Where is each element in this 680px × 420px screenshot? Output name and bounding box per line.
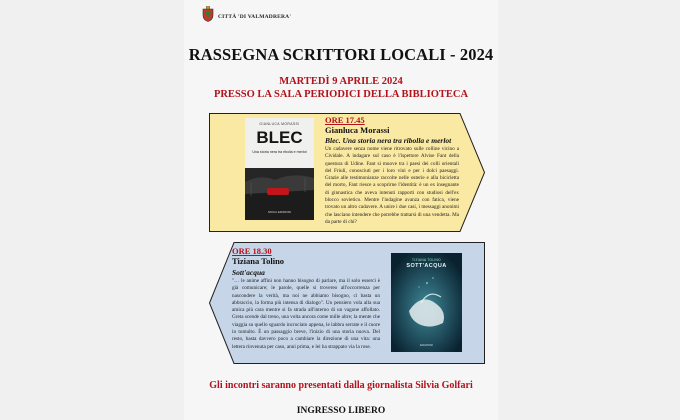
event2-book-title: Sott'acqua xyxy=(232,268,265,277)
event1-cover-subtitle: Una storia nera tra ribolla e merlot xyxy=(252,150,307,154)
event1-book-cover xyxy=(245,118,314,220)
event1-description: Un cadavere senza nome viene ritrovato sulle colline vicino a Cividale. A indagare sul caso è l'ispettore Alvise Fant della questura di Udine. Fant si muove tra i paesi dei colli orientali del Friuli, conosciuti per i loro vini e per i dolci paesaggi. Grazie alle testimonianze raccolte nelle osterie e alla bicicletta del morto, Fant riesce a scoprirne l'identità: è un ex insegnante di ginnastica che aveva intenuti rapporti con studiosi dell'ex blocco sovietico. Mentre l'indagine avanza con fatica, viene trovato un altro cadavere. A unire i due casi, i messaggi anonimi che lasciano intendere che potrebbe trattarsi di una vendetta. Ma da parte di chi? xyxy=(325,146,459,225)
event1-book-title: Blec. Una storia nera tra ribolla e merlot xyxy=(325,136,452,145)
event2-cover-author: TIZIANA TOLINO xyxy=(412,258,441,262)
event1-cover-title: BLEC xyxy=(256,128,303,147)
entry-line: INGRESSO LIBERO xyxy=(296,406,386,416)
right-margin xyxy=(498,0,680,420)
event2-cover-publisher: EDIZIONI xyxy=(419,343,433,347)
event1-time: ORE 17.45 xyxy=(325,115,365,125)
event2-description: "… le anime affini non hanno bisogno di parlare, ma il solo esserci è già comunicare; le parole, quelle si trovereo all'occorrenza per nascondere la verità, ma noi ne abbiamo bisogno, ci basta un abbraccio, la forma più intensa di dialogo". Un pensiero vola alla sua amica più cara mentre si fa strada all'interno di un vagone affollato. Greta scende dal treno, una volta ancora come mille altre; la mente che viaggia su quello sguardo incrociato appena, le labbra serrate e il cuore in tumulto. È un passaggio breve, l'inizio di una storia nuova. Del resto, basta davvero poco a cambiare la direzione di una vita: una lettera rinvenuta per caso, anni prima, e lei ha strappato via la rose. xyxy=(232,278,380,350)
page-title: RASSEGNA SCRITTORI LOCALI - 2024 xyxy=(188,45,494,64)
event2-time: ORE 18.30 xyxy=(232,246,272,256)
event1-cover-car xyxy=(267,188,289,195)
event2-book-cover xyxy=(391,253,462,352)
event1-cover-author: GIANLUCA MORASSI xyxy=(259,122,300,126)
left-margin xyxy=(0,0,184,420)
event-place: PRESSO LA SALA PERIODICI DELLA BIBLIOTECA xyxy=(213,89,469,100)
presenter-line: Gli incontri saranno presentati dalla giornalista Silvia Golfari xyxy=(209,380,473,391)
event2-author: Tiziana Tolino xyxy=(232,256,285,266)
event-date: MARTEDÌ 9 APRILE 2024 xyxy=(279,76,403,87)
event-flyer xyxy=(184,0,498,420)
event1-author: Gianluca Morassi xyxy=(325,125,390,135)
city-name: CITTÀ 'DI VALMADRERA' xyxy=(218,14,292,20)
city-crest-icon xyxy=(201,6,215,22)
event1-cover-publisher: MOCA EDIZIONI xyxy=(268,210,291,214)
event2-cover-title: SOTT'ACQUA xyxy=(406,263,447,269)
